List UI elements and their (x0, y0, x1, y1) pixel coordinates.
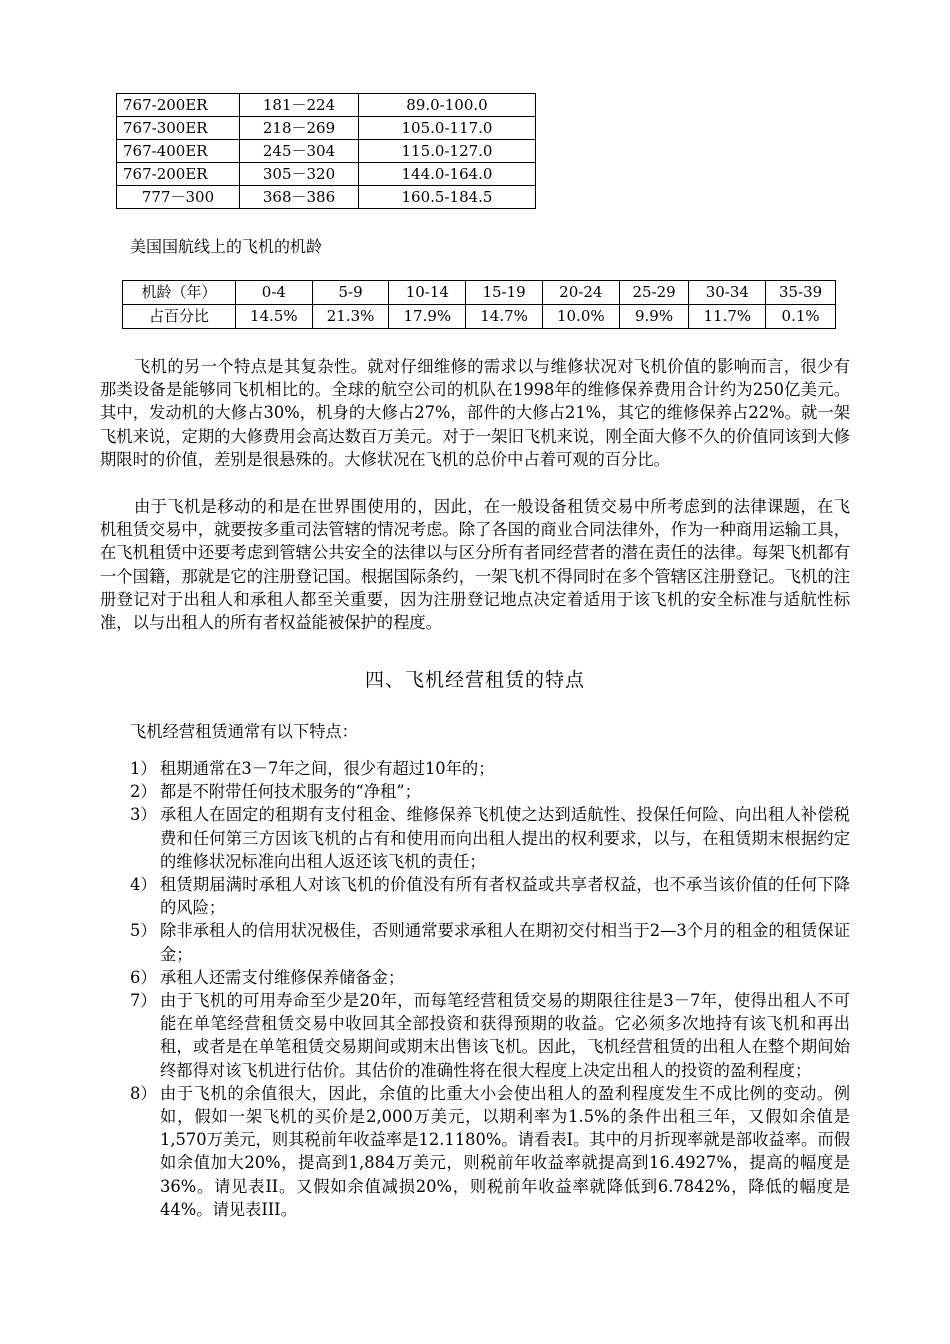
table-header-cell: 20-24 (542, 281, 619, 305)
list-item-text: 都是不附带任何技术服务的“净租”； (160, 782, 421, 802)
list-item (100, 803, 850, 873)
table-cell: 17.9% (389, 305, 466, 329)
table-row (117, 117, 536, 140)
list-item (100, 780, 850, 803)
list-item-text: 承租人在固定的租期有支付租金、维修保养飞机使之达到适航性、投保任何险、向出租人补偿税费和任何第三方因该飞机的占有和使用而向出租人提出的权利要求，以与，在租赁期末根据约定的维修状况标准向出租人返还该飞机的责任； (160, 805, 850, 871)
table-cell: 305－320 (240, 163, 359, 186)
table-cell: 11.7% (689, 305, 766, 329)
table-header-cell: 10-14 (389, 281, 466, 305)
table-cell: 767-400ER (117, 140, 240, 163)
table-header-cell: 机龄（年） (123, 281, 236, 305)
table-cell: 767-200ER (117, 94, 240, 117)
section-heading: 四、飞机经营租赁的特点 (364, 669, 585, 691)
list-number: 8） (130, 1083, 157, 1103)
table-cell: 14.5% (236, 305, 313, 329)
table-cell: 10.0% (542, 305, 619, 329)
section-intro: 飞机经营租赁通常有以下特点： (130, 722, 358, 741)
list-item (100, 757, 850, 780)
table-cell: 9.9% (619, 305, 689, 329)
list-item (100, 873, 850, 919)
table-row (117, 94, 536, 117)
table-row (117, 186, 536, 209)
list-item (100, 919, 850, 965)
list-number: 6） (130, 967, 157, 987)
list-number: 2） (130, 782, 157, 802)
list-item (100, 966, 850, 989)
table-header-cell: 15-19 (466, 281, 543, 305)
table-cell: 368－386 (240, 186, 359, 209)
list-item-text: 由于飞机的可用寿命至少是20年，而每笔经营租赁交易的期限往往是3－7年，使得出租人不可能在单笔经营租赁交易中收回其全部投资和获得预期的收益。它必须多次地持有该飞机和再出租，或者是在单笔租赁交易期间或期末出售该飞机。因此，飞机经营租赁的出租人在整个期间始终都得对该飞机进行估价。其估价的准确性将在很大程度上决定出租人的投资的盈利程度； (160, 991, 850, 1080)
list-item-text: 租赁期届满时承租人对该飞机的价值没有所有者权益或共享者权益，也不承当该价值的任何下降的风险； (160, 875, 850, 918)
paragraph-complexity: 飞机的另一个特点是其复杂性。就对仔细维修的需求以与维修状况对飞机价值的影响而言，很少有那类设备是能够同飞机相比的。全球的航空公司的机队在1998年的维修保养费用合计约为250亿美元。其中，发动机的大修占30%，机身的大修占27%，部件的大修占21%，其它的维修保养占22%。就一架飞机来说，定期的大修费用会高达数百万美元。对于一架旧飞机来说，刚全面大修不久的价值同该到大修期限时的价值，差别是很悬殊的。大修状况在飞机的总价中占着可观的百分比。 (100, 357, 850, 469)
table-header-cell: 0-4 (236, 281, 313, 305)
list-number: 1） (130, 759, 157, 778)
table-cell: 89.0-100.0 (359, 94, 536, 117)
table-header-cell: 5-9 (312, 281, 389, 305)
table-header-cell: 35-39 (766, 281, 836, 305)
list-number: 4） (130, 875, 157, 895)
list-item (100, 989, 850, 1082)
aircraft-price-table (116, 93, 536, 209)
table-cell: 767-200ER (117, 163, 240, 186)
table-cell: 115.0-127.0 (359, 140, 536, 163)
list-number: 7） (130, 991, 157, 1011)
table-cell: 0.1% (766, 305, 836, 329)
table-header-row (123, 281, 836, 305)
table-cell: 777－300 (117, 186, 240, 209)
table-cell: 21.3% (312, 305, 389, 329)
table-cell: 14.7% (466, 305, 543, 329)
list-item-text: 除非承租人的信用状况极佳，否则通常要求承租人在期初交付相当于2—3个月的租金的租赁保证金； (160, 921, 850, 964)
table-header-cell: 25-29 (619, 281, 689, 305)
list-item-text: 承租人还需支付维修保养储备金； (160, 967, 405, 987)
table-cell: 218－269 (240, 117, 359, 140)
features-list (100, 757, 850, 1221)
list-number: 5） (130, 921, 157, 941)
table-cell: 245－304 (240, 140, 359, 163)
list-item-text: 由于飞机的余值很大，因此，余值的比重大小会使出租人的盈利程度发生不成比例的变动。例如，假如一架飞机的买价是2,000万美元，以期利率为1.5%的条件出租三年，又假如余值是1,570万美元，则其税前年收益率是12.1180%。请看表I。其中的月折现率就是部收益率。而假如余值加大20%，提高到1,884万美元，则税前年收益率就提高到16.4927%，提高的幅度是36%。请见表II。又假如余值减损20%，则税前年收益率就降低到6.7842%，降低的幅度是44%。请见表III。 (160, 1083, 850, 1219)
list-item (100, 1082, 850, 1221)
table-cell: 144.0-164.0 (359, 163, 536, 186)
list-item-text: 租期通常在3－7年之间，很少有超过10年的； (160, 759, 495, 778)
table-row (123, 305, 836, 329)
aircraft-age-table (122, 280, 836, 329)
table-row (117, 140, 536, 163)
table-row (117, 163, 536, 186)
paragraph-jurisdiction: 由于飞机是移动的和是在世界围使用的，因此，在一般设备租赁交易中所考虑到的法律课题，在飞机租赁交易中，就要按多重司法管辖的情况考虑。除了各国的商业合同法律外，作为一种商用运输工具，在飞机租赁中还要考虑到管辖公共安全的法律以与区分所有者同经营者的潜在责任的法律。每架飞机都有一个国籍，那就是它的注册登记国。根据国际条约，一架飞机不得同时在多个管辖区注册登记。飞机的注册登记对于出租人和承租人都至关重要，因为注册登记地点决定着适用于该飞机的安全标准与适航性标准，以与出租人的所有者权益能被保护的程度。 (100, 497, 850, 633)
table-cell: 占百分比 (123, 305, 236, 329)
table-cell: 767-300ER (117, 117, 240, 140)
list-number: 3） (130, 805, 157, 825)
table-cell: 181－224 (240, 94, 359, 117)
age-table-caption: 美国国航线上的飞机的机龄 (130, 237, 323, 256)
table-cell: 105.0-117.0 (359, 117, 536, 140)
table-header-cell: 30-34 (689, 281, 766, 305)
table-cell: 160.5-184.5 (359, 186, 536, 209)
